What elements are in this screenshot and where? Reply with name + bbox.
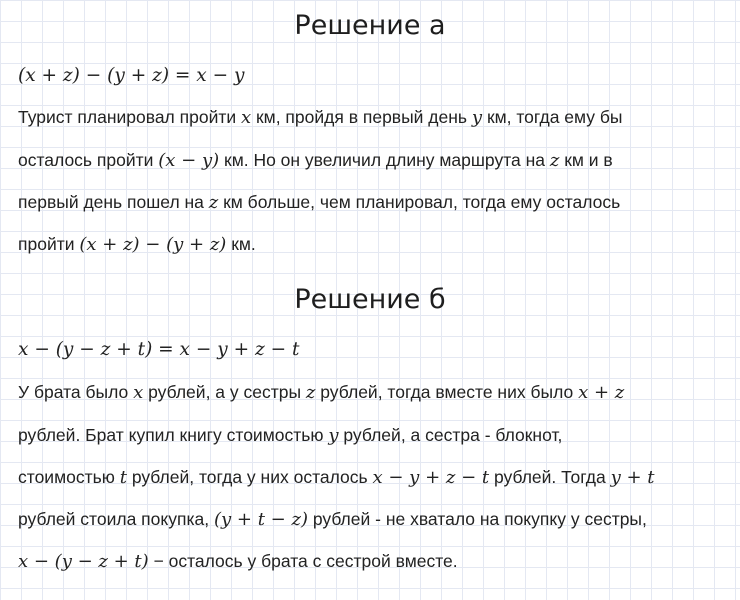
text: рублей стоила покупка, <box>18 509 214 529</box>
math-expression: y + t <box>610 467 655 488</box>
section-b-text-line-3 <box>18 465 732 490</box>
text: пройти <box>18 234 80 254</box>
text: − осталось у брата с сестрой вместе. <box>148 551 458 571</box>
math-x: x <box>241 107 252 128</box>
text: рублей, тогда у них осталось <box>126 467 373 487</box>
section-b-text-line-5 <box>18 549 732 574</box>
math-z: z <box>549 150 560 171</box>
text: рублей. Брат купил книгу стоимостью <box>18 425 329 445</box>
text: осталось пройти <box>18 150 159 170</box>
text: рублей, тогда вместе них было <box>315 382 579 402</box>
math-expression: x + z <box>578 382 625 403</box>
math-expression: (y + t − z) <box>213 509 308 530</box>
text: км, пройдя в первый день <box>251 107 472 127</box>
section-a-formula: (x + z) − (y + z) = x − y <box>18 65 245 86</box>
text: рублей, а у сестры <box>143 382 306 402</box>
text: км. Но он увеличил длину маршрута на <box>219 150 550 170</box>
section-a-text-line-3 <box>18 190 732 215</box>
section-b-text-line-1 <box>18 380 732 405</box>
section-a-text-line-4 <box>18 232 732 257</box>
section-a-title: Решение а <box>294 10 446 41</box>
math-z: z <box>208 192 219 213</box>
text: У брата было <box>18 382 134 402</box>
text: рублей. Тогда <box>489 467 611 487</box>
math-expression: x − (y − z + t) <box>18 551 149 572</box>
text: рублей - не хватало на покупку у сестры, <box>307 509 647 529</box>
text: км больше, чем планировал, тогда ему осталось <box>218 192 621 212</box>
math-x: x <box>133 382 144 403</box>
section-a-text-line-2 <box>18 148 732 173</box>
text: первый день пошел на <box>18 192 209 212</box>
math-expression: x − y + z − t <box>372 467 490 488</box>
text: км и в <box>559 150 613 170</box>
section-b-text-line-4 <box>18 507 732 532</box>
math-t: t <box>119 467 127 488</box>
section-a-text-line-1 <box>18 105 732 130</box>
text: км. <box>226 234 256 254</box>
math-y: y <box>328 425 339 446</box>
math-z: z <box>305 382 316 403</box>
text: км, тогда ему бы <box>482 107 623 127</box>
math-y: y <box>471 107 483 128</box>
text: рублей, а сестра - блокнот, <box>338 425 563 445</box>
text: Турист планировал пройти <box>18 107 241 127</box>
section-b-formula: x − (y − z + t) = x − y + z − t <box>18 339 300 360</box>
text: стоимостью <box>18 467 120 487</box>
math-expression: (x − y) <box>158 150 220 171</box>
section-b-text-line-2 <box>18 423 732 448</box>
math-expression: (x + z) − (y + z) <box>79 234 227 255</box>
section-b-title: Решение б <box>294 284 446 315</box>
